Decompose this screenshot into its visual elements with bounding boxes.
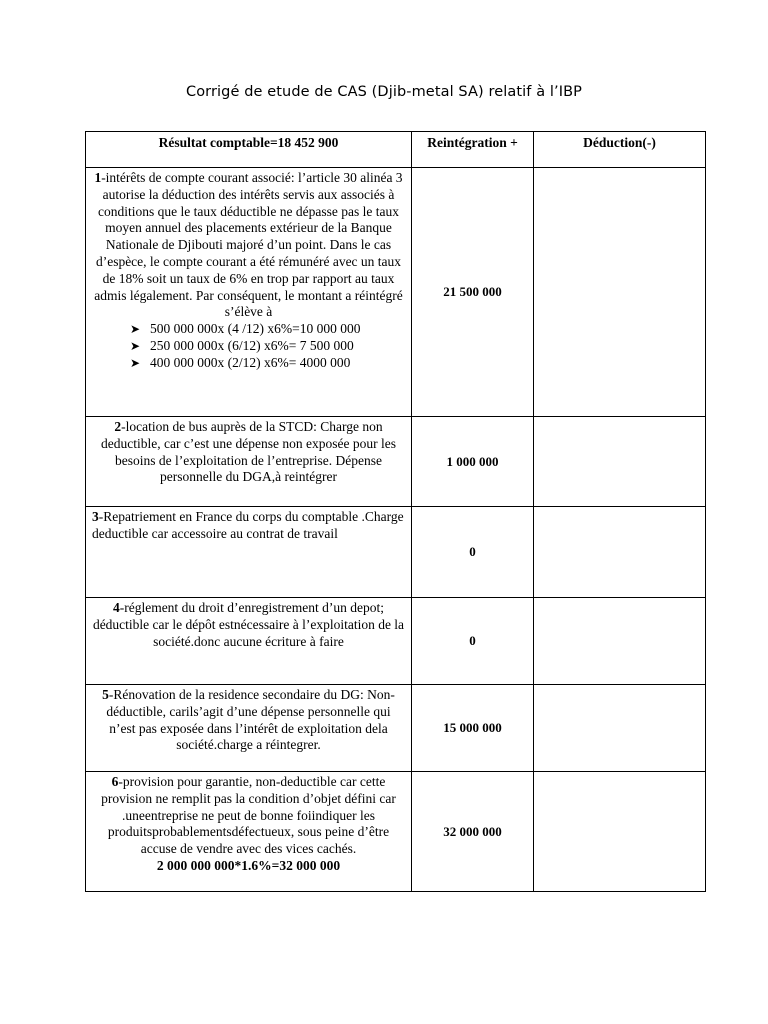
reintegration-amount: 0 (412, 598, 534, 685)
list-item (130, 355, 405, 372)
row-number: 4 (112, 600, 120, 615)
deduction-amount (534, 598, 706, 685)
table-row (86, 598, 706, 685)
calculation-list (92, 321, 405, 371)
row-description (86, 168, 412, 417)
row-number: 3 (92, 509, 99, 524)
header-deduction: Déduction(-) (534, 132, 706, 168)
row-text: -Repatriement en France du corps du comptable .Charge deductible car accessoire au contrat de travail (92, 509, 404, 541)
ibp-table (85, 131, 706, 892)
row-text: -Rénovation de la residence secondaire du DG: Non-déductible, carils’agit d’une dépense personnelle qui n’est pas exposée dans l’intérêt de exploitation dela société.charge a réintegrer. (106, 687, 395, 753)
arrow-bullet-icon: ➤ (130, 355, 141, 370)
deduction-amount (534, 772, 706, 892)
row-text: -réglement du droit d’enregistrement d’un depot; déductible car le dépôt estnécessaire à l’exploitation de la société.donc aucune écriture à faire (92, 600, 405, 649)
row-number: 1 (94, 170, 102, 185)
deduction-amount (534, 507, 706, 598)
calculation-line: 400 000 000x (2/12) x6%= 4000 000 (150, 354, 351, 370)
row-number: 2 (114, 419, 122, 434)
deduction-amount (534, 417, 706, 507)
arrow-bullet-icon: ➤ (130, 338, 141, 353)
table-row (86, 168, 706, 417)
row-description (86, 685, 412, 772)
row-description (86, 772, 412, 892)
document-title: Corrigé de etude de CAS (Djib-metal SA) relatif à l’IBP (185, 84, 582, 100)
row-text: -provision pour garantie, non-deductible car cette provision ne remplit pas la condition d’objet défini car .uneentreprise ne peut de bonne foiindiquer les produitsprobablementsdéfectueux, sous peine d’être accuse de vendre avec des vices cachés. (101, 774, 396, 857)
list-item (130, 338, 405, 355)
table-row (86, 507, 706, 598)
row-description (86, 507, 412, 598)
list-item (130, 321, 405, 338)
arrow-bullet-icon: ➤ (130, 322, 141, 337)
deduction-amount (534, 168, 706, 417)
reintegration-amount: 21 500 000 (412, 168, 534, 417)
reintegration-amount: 15 000 000 (412, 685, 534, 772)
row-description (86, 417, 412, 507)
header-resultat-comptable: Résultat comptable=18 452 900 (86, 132, 412, 168)
row-number: 5 (102, 687, 109, 702)
row-description (86, 598, 412, 685)
row-number: 6 (111, 774, 119, 789)
calculation-line: 250 000 000x (6/12) x6%= 7 500 000 (150, 337, 354, 353)
reintegration-amount: 0 (412, 507, 534, 598)
table-row (86, 772, 706, 892)
deduction-amount (534, 685, 706, 772)
provision-formula: 2 000 000 000*1.6%=32 000 000 (156, 857, 341, 873)
row-text: -intérêts de compte courant associé: l’article 30 alinéa 3 autorise la déduction des intérêts servis aux associés à conditions que le taux déductible ne dépasse pas le taux moyen annuel des placements extérieur de la Banque Nationale de Djibouti majoré d’un point. Dans le cas d’espèce, le compte courant a été rémunéré avec un taux de 18% soit un taux de 6% en trop par rapport au taux admis légalement. Par conséquent, le montant a réintégré s’élève à (94, 170, 403, 320)
table-row (86, 417, 706, 507)
table-header-row (86, 132, 706, 168)
reintegration-amount: 1 000 000 (412, 417, 534, 507)
header-reintegration: Reintégration + (412, 132, 534, 168)
table-row (86, 685, 706, 772)
calculation-line: 500 000 000x (4 /12) x6%=10 000 000 (150, 321, 361, 337)
reintegration-amount: 32 000 000 (412, 772, 534, 892)
row-text: -location de bus auprès de la STCD: Charge non deductible, car c’est une dépense non exposée pour les besoins de l’exploitation de l’entreprise. Dépense personnelle du DGA,à reintégrer (100, 419, 396, 485)
